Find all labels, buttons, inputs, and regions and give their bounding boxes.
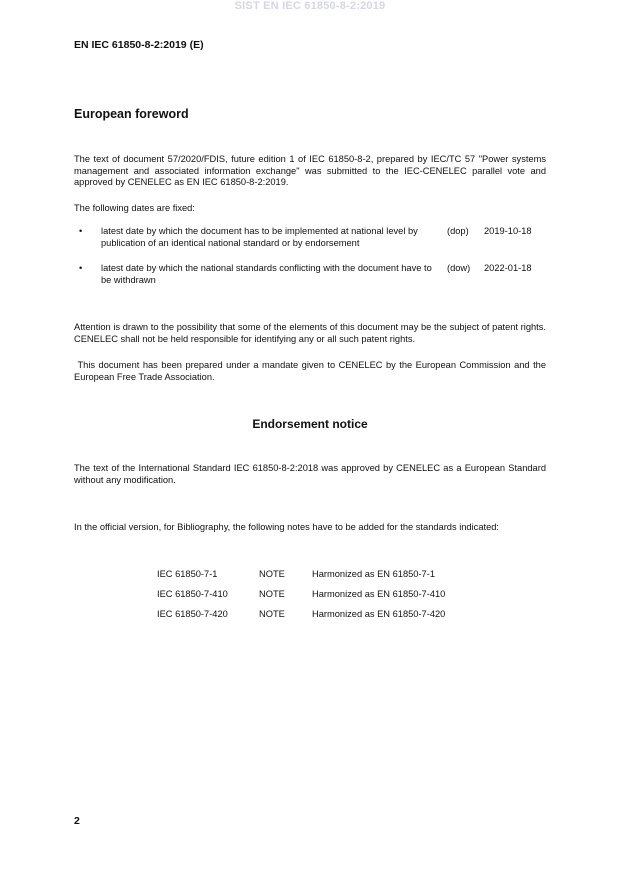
note-text: Harmonized as EN 61850-7-420: [312, 609, 446, 619]
standard-ref: IEC 61850-7-420: [157, 609, 228, 619]
standard-ref: IEC 61850-7-1: [157, 569, 218, 579]
endorsement-paragraph: The text of the International Standard IEC 61850-8-2:2018 was approved by CENELEC as a European Standard without any modification.: [74, 463, 546, 485]
foreword-heading: European foreword: [74, 107, 189, 121]
standard-ref: IEC 61850-7-410: [157, 589, 228, 599]
date-item-dop: [74, 226, 546, 250]
patent-paragraph: Attention is drawn to the possibility that some of the elements of this document may be the subject of patent rights. CENELEC shall not be held responsible for identifying any or all such patent rights.: [74, 322, 546, 344]
date-item-code: (dop): [447, 226, 469, 236]
note-label: NOTE: [259, 609, 285, 619]
note-text: Harmonized as EN 61850-7-410: [312, 589, 446, 599]
date-item-text: latest date by which the national standards conflicting with the document have to be withdrawn: [101, 263, 432, 285]
foreword-paragraph: The text of document 57/2020/FDIS, future edition 1 of IEC 61850-8-2, prepared by IEC/TC 57 "Power systems management and associated information exchange" was submitted to the IEC-CENELEC parallel vote and approved by CENELEC as EN IEC 61850-8-2:2019.: [74, 154, 546, 188]
date-item-text: latest date by which the document has to be implemented at national level by publication of an identical national standard or by endorsement: [101, 226, 418, 248]
endorsement-heading: Endorsement notice: [252, 417, 368, 431]
bullet-icon: •: [79, 226, 83, 236]
date-item-code: (dow): [447, 263, 471, 273]
mandate-paragraph: This document has been prepared under a mandate given to CENELEC by the European Commission and the European Free Trade Association.: [74, 360, 549, 382]
bibliography-intro: In the official version, for Bibliography, the following notes have to be added for the standards indicated:: [74, 522, 499, 532]
date-item-dow: [74, 263, 546, 287]
note-label: NOTE: [259, 569, 285, 579]
note-text: Harmonized as EN 61850-7-1: [312, 569, 435, 579]
page-number: 2: [74, 815, 80, 827]
bullet-icon: •: [79, 263, 83, 273]
document-header: EN IEC 61850-8-2:2019 (E): [74, 39, 204, 51]
date-item-date: 2022-01-18: [484, 263, 532, 273]
note-label: NOTE: [259, 589, 285, 599]
date-item-date: 2019-10-18: [484, 226, 532, 236]
watermark: SIST EN IEC 61850-8-2:2019: [234, 0, 386, 12]
dates-intro: The following dates are fixed:: [74, 203, 195, 213]
